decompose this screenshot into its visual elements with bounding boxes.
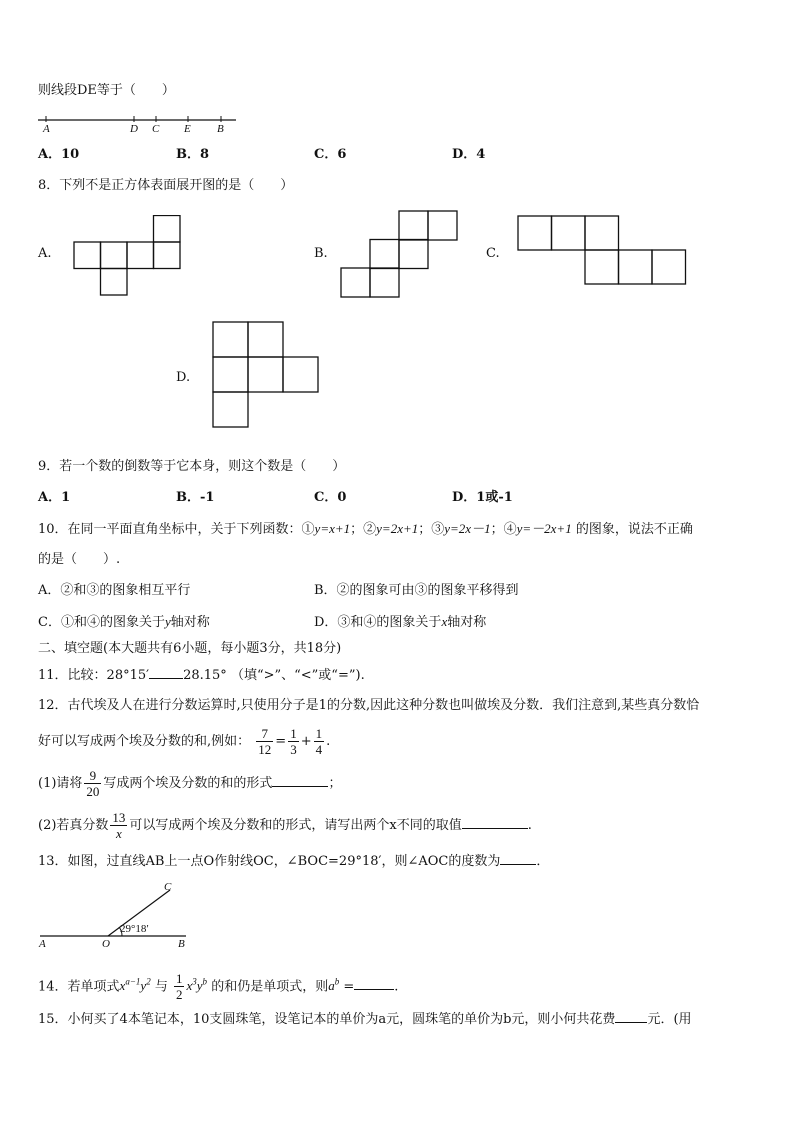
q11: 11．比较：28°15′ 28.15° （填“>”、“<”或“=”). bbox=[38, 668, 365, 683]
q12-line2: 好可以写成两个埃及分数的和,例如： $\frac{7}{12}$ = $\frac{1}{3}$ + $\frac{1}{4}$ . bbox=[38, 726, 331, 757]
q7-option-c: C．6 bbox=[314, 147, 347, 162]
point-o-13-label: O bbox=[102, 938, 110, 948]
q10-option-b: B．②的图象可由③的图象平移得到 bbox=[314, 583, 519, 598]
frac-13-x: $\frac{13}{x}$ bbox=[112, 810, 126, 841]
point-b-13-label: B bbox=[178, 938, 185, 948]
q7-option-d: D．4 bbox=[452, 147, 486, 162]
point-b-label: B bbox=[217, 123, 224, 135]
q8-stem: 8．下列不是正方体表面展开图的是（ ） bbox=[38, 178, 294, 193]
q7-option-b: B．8 bbox=[176, 147, 210, 162]
q12-part2-blank[interactable] bbox=[462, 816, 528, 829]
q9-option-c: C．0 bbox=[314, 490, 347, 505]
q8-label-b: B. bbox=[314, 246, 328, 261]
q14: 14．若单项式$x^{a-1}y^2$ 与 $\frac{1}{2}$ $x^3y^b$ 的和仍是单项式，则$a^b$ = . bbox=[38, 971, 399, 1003]
frac-9-20: $\frac{9}{20}$ bbox=[86, 768, 100, 799]
q8-label-a: A. bbox=[38, 246, 52, 261]
q15-blank[interactable] bbox=[615, 1010, 647, 1023]
q7-option-a: A．10 bbox=[38, 147, 80, 162]
point-c-13-label: C bbox=[164, 881, 172, 893]
angle-label: 29°18′ bbox=[120, 923, 149, 935]
q12-line1: 12．古代埃及人在进行分数运算时,只使用分子是1的分数,因此这种分数也叫做埃及分数．我们注意到,某些真分数恰 bbox=[38, 698, 700, 713]
monomial-2: $x^3y^b$ bbox=[186, 977, 208, 994]
q12-part2: (2)若真分数 $\frac{13}{x}$ 可以写成两个埃及分数和的形式，请写出两个x不同的取值 . bbox=[38, 810, 532, 841]
q10-option-a: A．②和③的图象相互平行 bbox=[38, 583, 191, 598]
q7-segment-figure bbox=[36, 112, 246, 142]
q9-option-b: B．-1 bbox=[176, 490, 215, 505]
example-frac-2: $\frac{1}{3}$ bbox=[290, 726, 297, 757]
section-heading: 二、填空题(本大题共有6小题，每小题3分，共18分) bbox=[38, 641, 342, 656]
frac-half: $\frac{1}{2}$ bbox=[175, 971, 183, 1003]
monomial-1: $x^{a-1}y^2$ bbox=[119, 977, 151, 994]
net-a bbox=[73, 215, 183, 297]
q10-stem-line1: 10．在同一平面直角坐标中，关于下列函数：①y=x+1；②y=2x+1；③y=2x－1；④y=－2x+1 的图象，说法不正确 bbox=[38, 521, 693, 537]
power-expr: $a^b$ bbox=[328, 977, 340, 994]
point-c-label: C bbox=[152, 123, 160, 135]
q14-blank[interactable] bbox=[354, 977, 394, 990]
net-b bbox=[340, 210, 460, 300]
q11-blank[interactable] bbox=[149, 666, 183, 679]
q10-option-c: C．①和④的图象关于y轴对称 bbox=[38, 614, 210, 630]
q10-stem-line2: 的是（ ）. bbox=[38, 552, 121, 567]
point-a-label: A bbox=[43, 123, 50, 135]
net-c bbox=[517, 215, 687, 287]
q8-label-c: C. bbox=[486, 246, 500, 261]
func-4: y=－2x+1 bbox=[516, 521, 572, 536]
example-frac-1: $\frac{7}{12}$ bbox=[258, 726, 272, 757]
func-3: y=2x－1 bbox=[444, 521, 491, 536]
q8-label-d: D. bbox=[176, 370, 191, 385]
q13-blank[interactable] bbox=[500, 852, 536, 865]
q10-option-d: D．③和④的图象关于x轴对称 bbox=[314, 614, 487, 630]
point-d-label: D bbox=[130, 123, 138, 135]
point-e-label: E bbox=[184, 123, 191, 135]
q9-stem: 9．若一个数的倒数等于它本身，则这个数是（ ） bbox=[38, 459, 346, 474]
net-d bbox=[212, 321, 322, 431]
q9-option-d: D．1或-1 bbox=[452, 490, 513, 505]
q12-part1-blank[interactable] bbox=[272, 774, 328, 787]
q13-stem: 13．如图，过直线AB上一点O作射线OC，∠BOC=29°18′，则∠AOC的度数为 ． bbox=[38, 854, 550, 869]
func-2: y=2x+1 bbox=[376, 521, 419, 536]
q15: 15．小何买了4本笔记本，10支圆珠笔，设笔记本的单价为a元，圆珠笔的单价为b元，则小何共花费 元．(用 bbox=[38, 1012, 692, 1027]
q12-part1: (1)请将 $\frac{9}{20}$ 写成两个埃及分数的和的形式 ； bbox=[38, 768, 342, 799]
q7-stem: 则线段DE等于（ ） bbox=[38, 83, 175, 98]
q9-option-a: A．1 bbox=[38, 490, 71, 505]
q13-angle-figure bbox=[36, 878, 196, 948]
example-frac-3: $\frac{1}{4}$ bbox=[315, 726, 323, 757]
point-a-13-label: A bbox=[39, 938, 46, 948]
func-1: y=x+1 bbox=[314, 521, 351, 536]
